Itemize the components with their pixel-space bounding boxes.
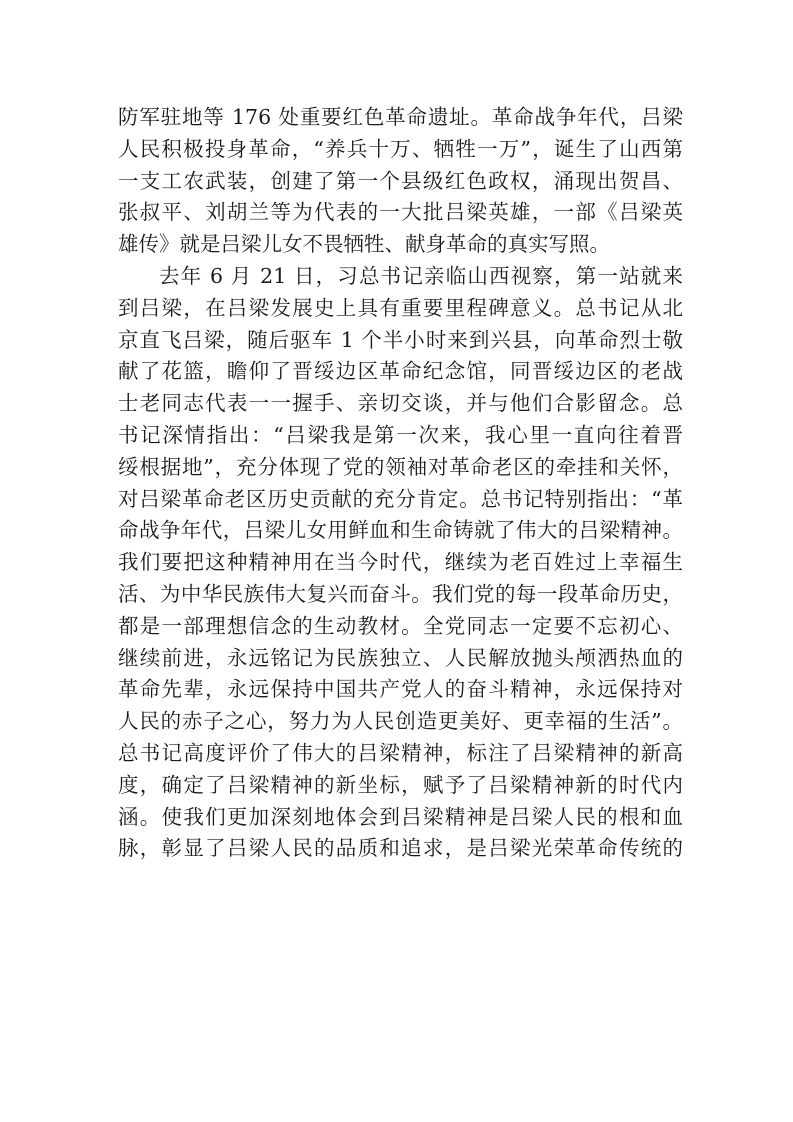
text-line: 我们要把这种精神用在当今时代，继续为老百姓过上幸福生 <box>118 550 683 575</box>
text-line: 雄传》就是吕梁儿女不畏牺牲、献身革命的真实写照。 <box>118 232 610 257</box>
text-line: 张叔平、刘胡兰等为代表的一大批吕梁英雄，一部《吕梁英 <box>118 200 683 225</box>
body-text <box>118 102 683 865</box>
text-line: 度，确定了吕梁精神的新坐标，赋予了吕梁精神新的时代内 <box>118 772 683 797</box>
text-line: 都是一部理想信念的生动教材。全党同志一定要不忘初心、 <box>118 613 683 638</box>
text-line: 对吕梁革命老区历史贡献的充分肯定。总书记特别指出：“革 <box>118 486 683 511</box>
text-line: 人民的赤子之心，努力为人民创造更美好、更幸福的生活”。 <box>118 709 683 734</box>
text-line: 总书记高度评价了伟大的吕梁精神，标注了吕梁精神的新高 <box>118 740 683 765</box>
text-line: 人民积极投身革命，“养兵十万、牺牲一万”，诞生了山西第 <box>118 136 683 161</box>
text-line: 脉，彰显了吕梁人民的品质和追求，是吕梁光荣革命传统的 <box>118 836 683 861</box>
text-line: 京直飞吕梁，随后驱车 1 个半小时来到兴县，向革命烈士敬 <box>118 327 683 352</box>
text-line: 书记深情指出：“吕梁我是第一次来，我心里一直向往着晋 <box>118 422 683 447</box>
text-line: 一支工农武装，创建了第一个县级红色政权，涌现出贺昌、 <box>118 168 683 193</box>
text-line: 继续前进，永远铭记为民族独立、人民解放抛头颅洒热血的 <box>118 645 683 670</box>
text-line: 防军驻地等 176 处重要红色革命遗址。革命战争年代，吕梁 <box>118 105 683 129</box>
text-line: 士老同志代表一一握手、亲切交谈，并与他们合影留念。总 <box>118 391 683 416</box>
text-line: 活、为中华民族伟大复兴而奋斗。我们党的每一段革命历史， <box>118 581 683 606</box>
text-line: 革命先辈，永远保持中国共产党人的奋斗精神，永远保持对 <box>118 677 683 702</box>
text-line: 到吕梁，在吕梁发展史上具有重要里程碑意义。总书记从北 <box>118 295 683 320</box>
text-line: 涵。使我们更加深刻地体会到吕梁精神是吕梁人民的根和血 <box>118 804 683 829</box>
paragraph-first-line: 去年 6 月 21 日，习总书记亲临山西视察，第一站就来 <box>159 263 683 288</box>
text-line: 绥根据地”，充分体现了党的领袖对革命老区的牵挂和关怀， <box>118 454 683 479</box>
text-line: 命战争年代，吕梁儿女用鲜血和生命铸就了伟大的吕梁精神。 <box>118 518 683 543</box>
text-line: 献了花篮，瞻仰了晋绥边区革命纪念馆，同晋绥边区的老战 <box>118 359 683 384</box>
